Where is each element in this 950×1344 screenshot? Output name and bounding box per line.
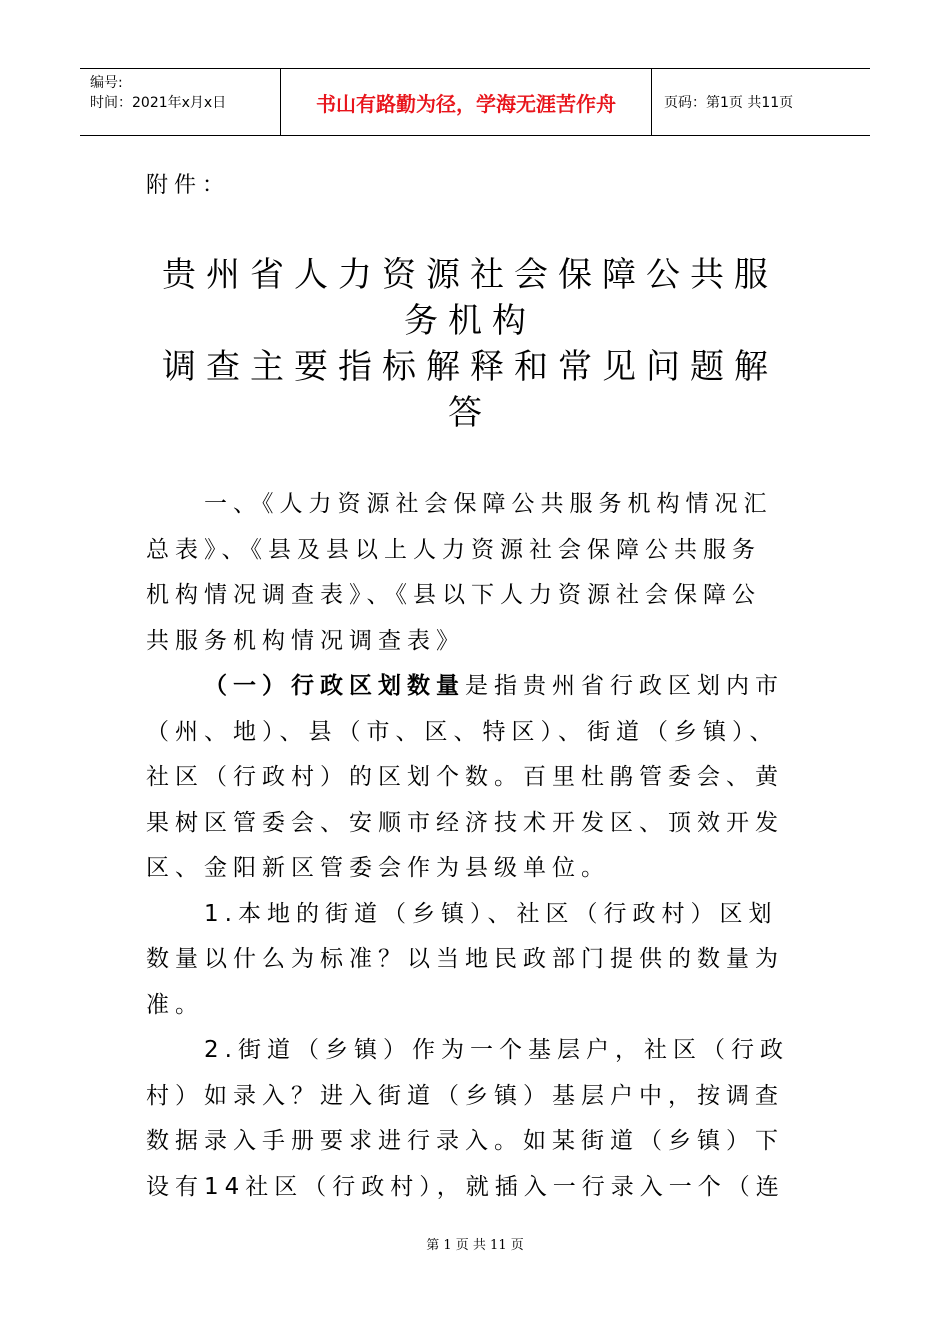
section-heading-line: 共服务机构情况调查表》 xyxy=(146,627,465,654)
paragraph-line: 数据录入手册要求进行录入。如某街道（乡镇）下 xyxy=(146,1128,784,1154)
section-heading-line: 总表》、《县及县以上人力资源社会保障公共服务 xyxy=(146,536,761,563)
header-meta xyxy=(80,69,280,135)
paragraph-line: 区、金阳新区管委会作为县级单位。 xyxy=(146,855,610,881)
section-heading-line: 一、《人力资源社会保障公共服务机构情况汇 xyxy=(204,491,773,517)
time-label: 时间：2021年x月x日 xyxy=(90,95,227,111)
paragraph-line: 村）如录入？进入街道（乡镇）基层户中，按调查 xyxy=(146,1082,784,1109)
header-motto: 书山有路勤为径，学海无涯苦作舟 xyxy=(280,69,652,135)
title-line: 贵州省人力资源社会保障公共服 xyxy=(162,255,778,295)
header-page-info: 页码：第1页 共11页 xyxy=(664,95,794,111)
attachment-label: 附件： xyxy=(146,173,231,198)
paragraph-line xyxy=(146,664,826,710)
paragraph-line: 数量以什么为标准？以当地民政部门提供的数量为 xyxy=(146,946,784,972)
page-header xyxy=(80,68,870,136)
title-line: 务机构 xyxy=(404,301,536,341)
item-text: 是指贵州省行政区划内市 xyxy=(465,673,784,699)
paragraph-line: 准。 xyxy=(146,991,204,1018)
item-heading: （一）行政区划数量 xyxy=(204,673,465,699)
number-label: 编号: xyxy=(90,75,123,91)
page-footer: 第 1 页 共 11 页 xyxy=(426,1238,524,1253)
paragraph-line: 2.街道（乡镇）作为一个基层户，社区（行政 xyxy=(204,1037,789,1063)
paragraph-line: （州、地）、县（市、区、特区）、街道（乡镇）、 xyxy=(146,718,779,745)
section-heading-line: 机构情况调查表》、《县以下人力资源社会保障公 xyxy=(146,582,761,608)
title-line: 答 xyxy=(448,393,492,433)
paragraph-line: 社区（行政村）的区划个数。百里杜鹃管委会、黄 xyxy=(146,764,784,790)
title-line: 调查主要指标解释和常见问题解 xyxy=(162,347,778,387)
document-body xyxy=(146,482,826,1210)
paragraph-line: 果树区管委会、安顺市经济技术开发区、顶效开发 xyxy=(146,809,784,836)
paragraph-line: 1.本地的街道（乡镇）、社区（行政村）区划 xyxy=(204,900,778,927)
paragraph-line: 设有14社区（行政村），就插入一行录入一个（连 xyxy=(146,1173,785,1200)
document-title xyxy=(130,252,810,436)
